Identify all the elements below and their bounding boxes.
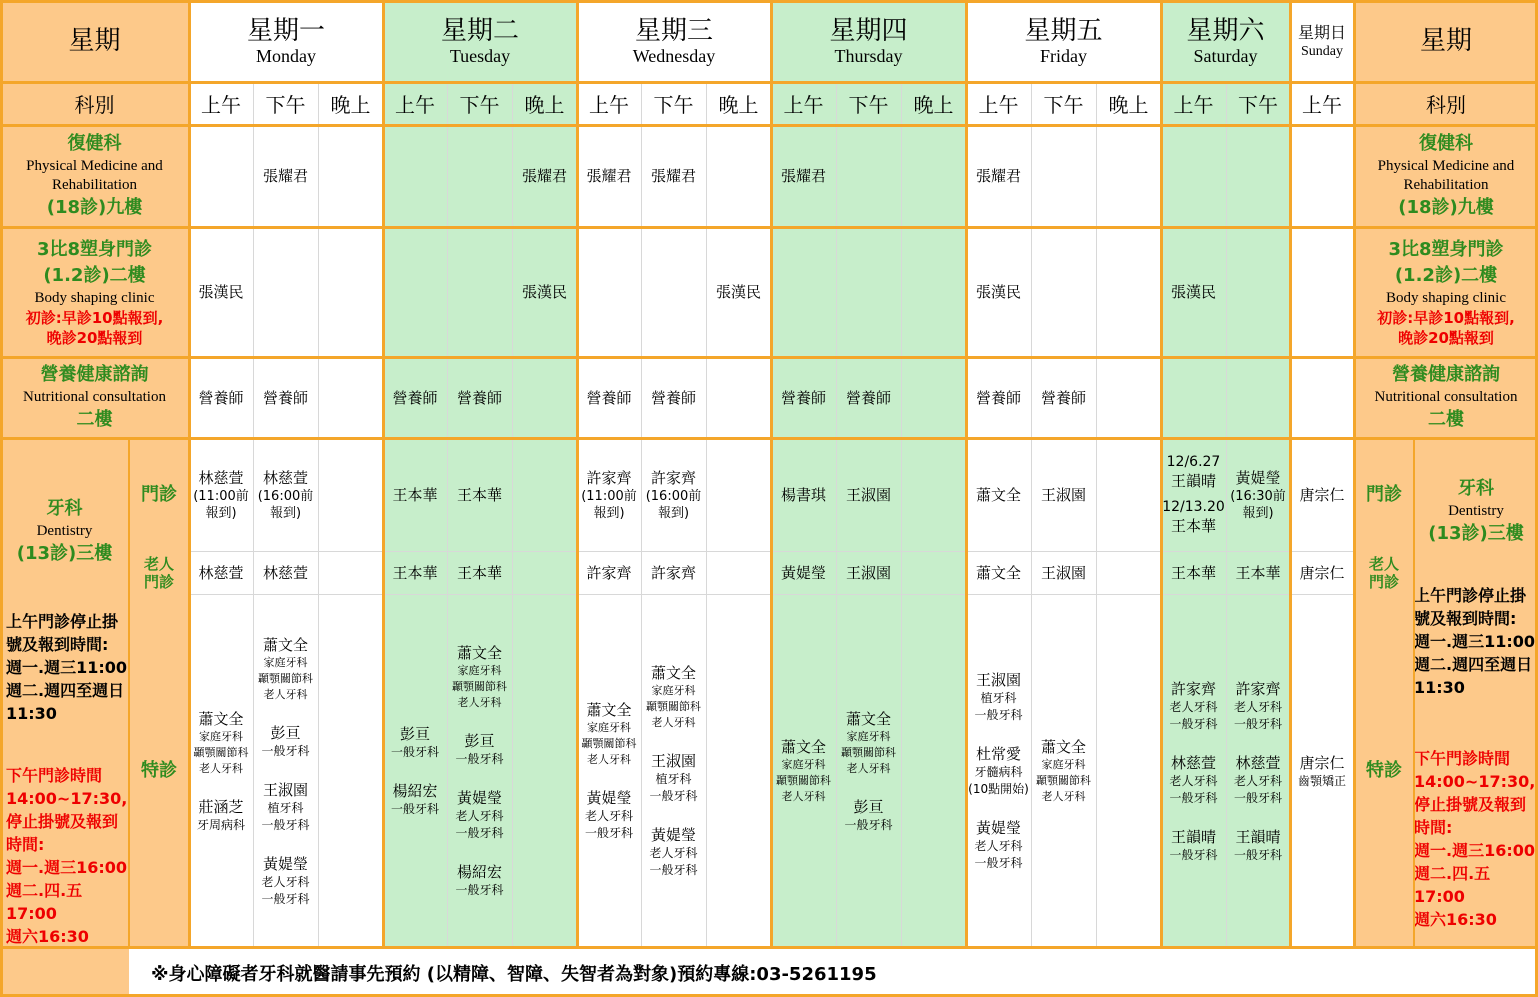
- rehab-thu-am: 張耀君: [780, 167, 826, 185]
- session-fri-am: 上午: [966, 82, 1031, 125]
- session-tue-am: 上午: [383, 82, 447, 125]
- nutrition-thu-pm: 營養師: [845, 388, 891, 407]
- dent-out-wed-pm: 許家齊 (16:00前 報到): [645, 468, 702, 521]
- dent-eld-fri-pm: 王淑園: [1040, 563, 1086, 582]
- dentistry-sub-outpatient: 門診: [129, 438, 189, 551]
- dent-eld-sun-am: 唐宗仁: [1299, 563, 1345, 582]
- dent-eld-wed-am: 許家齊: [586, 563, 632, 582]
- dent-out-sat-am: 12/6.27 王韻晴 12/13.20 王本華: [1162, 453, 1225, 535]
- dent-eld-sat-am: 王本華: [1170, 563, 1216, 582]
- dentistry-hours-left: 上午門診停止掛 號及報到時間: 週一.週三11:00 週二.週四至週日 11:30 下午門診時間 14:00~17:30, 停止掛號及報到 時間: 週一.週三16:00 週二.四.五17:00 週六16:30: [0, 594, 129, 948]
- nutrition-mon-am: 營養師: [198, 388, 244, 407]
- dent-eld-thu-am: 黃媞瑩: [780, 563, 826, 582]
- dept-dentistry: 牙科 Dentistry (13診)三樓: [0, 438, 129, 594]
- dent-out-wed-am: 許家齊 (11:00前 報到): [581, 468, 637, 521]
- dentistry-sub-special: 特診: [129, 594, 189, 948]
- dent-eld-thu-pm: 王淑園: [845, 563, 891, 582]
- dept-rehab: 復健科 Physical Medicine and Rehabilitation (18診)九樓: [0, 125, 189, 227]
- session-sat-am: 上午: [1161, 82, 1226, 125]
- dept-dentistry-right: 牙科 Dentistry (13診)三樓: [1414, 438, 1538, 584]
- session-wed-eve: 晚上: [706, 82, 771, 125]
- day-header-monday: 星期一 Monday: [189, 0, 383, 82]
- dept-label: 科別: [0, 82, 189, 125]
- dentistry-hours-right: 上午門診停止掛 號及報到時間: 週一.週三11:00 週二.週四至週日 11:30 下午門診時間 14:00~17:30, 停止掛號及報到 時間: 週一.週三16:00 週二.四.五17:00 週六16:30: [1414, 584, 1538, 948]
- nutrition-wed-pm: 營養師: [650, 388, 696, 407]
- session-wed-pm: 下午: [641, 82, 706, 125]
- footer-note: ※身心障礙者牙科就醫請事先預約 (以精障、智障、失智者為對象)預約專線:03-5261195: [129, 948, 1538, 997]
- dept-nutrition: 營養健康諮詢 Nutritional consultation 二樓: [0, 357, 189, 438]
- weekday-label: 星期: [0, 0, 189, 82]
- dent-out-fri-am: 蕭文全: [975, 485, 1021, 504]
- session-tue-eve: 晚上: [512, 82, 577, 125]
- dent-sp-sat-am: 許家齊 老人牙科 一般牙科 林慈萱 老人牙科 一般牙科 王韻晴 一般牙科: [1169, 679, 1218, 862]
- dent-eld-tue-am: 王本華: [392, 563, 438, 582]
- nutrition-fri-pm: 營養師: [1040, 388, 1086, 407]
- footer-left-strip: [0, 948, 129, 997]
- dent-sp-fri-am: 王淑園 植牙科 一般牙科 杜常愛 牙髓病科 (10點開始) 黃媞瑩 老人牙科 一般牙科: [968, 671, 1029, 870]
- dent-sp-wed-am: 蕭文全 家庭牙科 顳顎關節科 老人牙科 黃媞瑩 老人牙科 一般牙科: [581, 701, 637, 840]
- day-header-wednesday: 星期三 Wednesday: [577, 0, 771, 82]
- rehab-fri-am: 張耀君: [975, 167, 1021, 185]
- dent-eld-fri-am: 蕭文全: [975, 563, 1021, 582]
- dent-eld-mon-am: 林慈萱: [198, 563, 244, 582]
- shaping-sat-am: 張漢民: [1170, 283, 1216, 301]
- dent-sp-fri-pm: 蕭文全 家庭牙科 顳顎關節科 老人牙科: [1036, 738, 1091, 803]
- dept-rehab-right: 復健科 Physical Medicine and Rehabilitation (18診)九樓: [1354, 125, 1538, 227]
- dent-sp-sat-pm: 許家齊 老人牙科 一般牙科 林慈萱 老人牙科 一般牙科 王韻晴 一般牙科: [1233, 679, 1282, 862]
- dent-sp-tue-am: 彭亘 一般牙科 楊紹宏 一般牙科: [390, 725, 439, 816]
- session-fri-eve: 晚上: [1096, 82, 1161, 125]
- dent-out-mon-am: 林慈萱 (11:00前 報到): [193, 468, 249, 521]
- rehab-mon-pm: 張耀君: [262, 167, 308, 185]
- weekday-label-right: 星期: [1354, 0, 1538, 82]
- nutrition-thu-am: 營養師: [780, 388, 826, 407]
- dent-out-tue-am: 王本華: [392, 485, 438, 504]
- shaping-tue-eve: 張漢民: [521, 283, 567, 301]
- session-sat-pm: 下午: [1226, 82, 1290, 125]
- session-wed-am: 上午: [577, 82, 641, 125]
- session-tue-pm: 下午: [447, 82, 512, 125]
- dent-sp-mon-pm: 蕭文全 家庭牙科 顳顎關節科 老人牙科 彭亘 一般牙科 王淑園 植牙科 一般牙科 黃媞瑩 老人牙科 一般牙科: [258, 635, 313, 906]
- dent-eld-sat-pm: 王本華: [1235, 563, 1281, 582]
- dentistry-sub-elderly: 老人門診: [129, 551, 189, 594]
- day-header-saturday: 星期六 Saturday: [1161, 0, 1290, 82]
- shaping-mon-am: 張漢民: [198, 283, 244, 301]
- nutrition-fri-am: 營養師: [975, 388, 1021, 407]
- dept-body-shaping-right: 3比8塑身門診 (1.2診)二樓 Body shaping clinic 初診:早診10點報到, 晚診20點報到: [1354, 227, 1538, 357]
- session-thu-eve: 晚上: [901, 82, 966, 125]
- nutrition-wed-am: 營養師: [586, 388, 632, 407]
- dent-out-sat-pm: 黃媞瑩 (16:30前 報到): [1230, 468, 1286, 521]
- dept-body-shaping: 3比8塑身門診 (1.2診)二樓 Body shaping clinic 初診:早診10點報到, 晚診20點報到: [0, 227, 189, 357]
- nutrition-tue-pm: 營養師: [456, 388, 502, 407]
- dent-sp-sun-am: 唐宗仁 齒顎矯正: [1297, 753, 1346, 788]
- day-header-thursday: 星期四 Thursday: [771, 0, 966, 82]
- dent-eld-mon-pm: 林慈萱: [262, 563, 308, 582]
- dent-sp-mon-am: 蕭文全 家庭牙科 顳顎關節科 老人牙科 莊涵芝 牙周病科: [193, 709, 249, 832]
- session-sun-am: 上午: [1290, 82, 1354, 125]
- dentistry-sub-outpatient-right: 門診: [1354, 438, 1414, 551]
- day-header-sunday: 星期日 Sunday: [1290, 0, 1354, 82]
- session-fri-pm: 下午: [1031, 82, 1096, 125]
- dentistry-sub-elderly-right: 老人門診: [1354, 551, 1414, 594]
- dentistry-sub-special-right: 特診: [1354, 594, 1414, 948]
- session-thu-am: 上午: [771, 82, 836, 125]
- dent-sp-wed-pm: 蕭文全 家庭牙科 顳顎關節科 老人牙科 王淑園 植牙科 一般牙科 黃媞瑩 老人牙科 一般牙科: [646, 664, 701, 877]
- dent-out-fri-pm: 王淑園: [1040, 485, 1086, 504]
- dept-label-right: 科別: [1354, 82, 1538, 125]
- dent-out-tue-pm: 王本華: [456, 485, 502, 504]
- day-header-friday: 星期五 Friday: [966, 0, 1161, 82]
- session-mon-am: 上午: [189, 82, 253, 125]
- shaping-fri-am: 張漢民: [975, 283, 1021, 301]
- nutrition-mon-pm: 營養師: [262, 388, 308, 407]
- nutrition-tue-am: 營養師: [392, 388, 438, 407]
- rehab-tue-eve: 張耀君: [521, 167, 567, 185]
- dept-nutrition-right: 營養健康諮詢 Nutritional consultation 二樓: [1354, 357, 1538, 438]
- session-thu-pm: 下午: [836, 82, 901, 125]
- dent-out-sun-am: 唐宗仁: [1299, 485, 1345, 504]
- dent-out-mon-pm: 林慈萱 (16:00前 報到): [257, 468, 314, 521]
- dent-sp-thu-pm: 蕭文全 家庭牙科 顳顎關節科 老人牙科 彭亘 一般牙科: [841, 709, 896, 832]
- dent-sp-tue-pm: 蕭文全 家庭牙科 顳顎關節科 老人牙科 彭亘 一般牙科 黃媞瑩 老人牙科 一般牙科 楊紹宏 一般牙科: [452, 644, 507, 897]
- session-mon-eve: 晚上: [318, 82, 383, 125]
- dent-out-thu-am: 楊書琪: [780, 485, 826, 504]
- rehab-wed-am: 張耀君: [586, 167, 632, 185]
- session-mon-pm: 下午: [253, 82, 318, 125]
- rehab-wed-pm: 張耀君: [650, 167, 696, 185]
- dent-eld-wed-pm: 許家齊: [650, 563, 696, 582]
- day-header-tuesday: 星期二 Tuesday: [383, 0, 577, 82]
- shaping-wed-eve: 張漢民: [715, 283, 761, 301]
- dent-eld-tue-pm: 王本華: [456, 563, 502, 582]
- dent-sp-thu-am: 蕭文全 家庭牙科 顳顎關節科 老人牙科: [776, 738, 831, 803]
- dent-out-thu-pm: 王淑園: [845, 485, 891, 504]
